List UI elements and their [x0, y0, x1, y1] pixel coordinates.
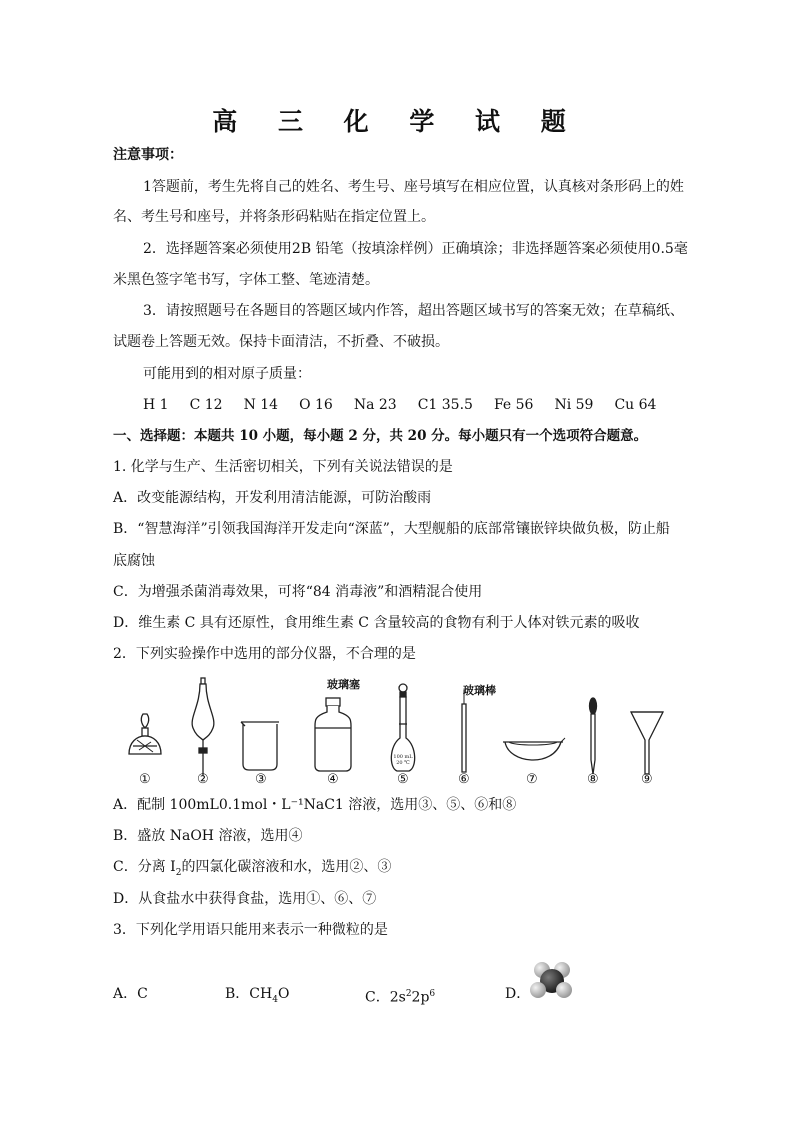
apparatus-number-5: ⑤	[397, 772, 409, 787]
question-2-stem: 2．下列实验操作中选用的部分仪器，不合理的是	[113, 646, 416, 662]
question-1-option-b-line-2: 底腐蚀	[113, 553, 155, 569]
question-2-option-c: C．分离 $I_2$的四氯化碳溶液和水，选用②、③	[113, 859, 392, 878]
notice-item-2-line-2: 米黑色签字笔书写，字体工整、笔迹清楚。	[113, 272, 379, 288]
notice-heading: 注意事项：	[113, 147, 183, 163]
label-glass-stopper: 玻璃塞	[327, 678, 360, 691]
question-2-option-d: D．从食盐水中获得食盐，选用①、⑥、⑦	[113, 891, 377, 907]
label-glass-rod: 玻璃棒	[463, 684, 496, 697]
flask-label-volume: 100 mL	[393, 754, 413, 760]
funnel-icon	[631, 712, 663, 774]
atomic-mass-label: 可能用到的相对原子质量：	[143, 366, 311, 382]
atomic-mass-item: C 12	[189, 397, 223, 413]
question-3-option-d: D．	[505, 986, 531, 1002]
atomic-mass-item: Ni 59	[554, 397, 594, 413]
apparatus-figure	[113, 676, 693, 796]
question-1-option-c: C．为增强杀菌消毒效果，可将“84 消毒液”和酒精混合使用	[113, 584, 483, 600]
notice-item-1-line-1: 1答题前，考生先将自己的姓名、考生号、座号填写在相应位置，认真核对条形码上的姓	[143, 179, 684, 195]
space-filling-model-icon	[528, 960, 576, 1002]
question-2-option-a: A．配制 100mL0.1mol・L⁻¹NaC1 溶液，选用③、⑤、⑥和⑧	[113, 797, 517, 813]
question-1-option-a: A．改变能源结构，开发利用清洁能源，可防治酸雨	[113, 490, 432, 506]
atomic-mass-item: H 1	[143, 397, 169, 413]
apparatus-number-7: ⑦	[526, 772, 538, 787]
apparatus-number-3: ③	[255, 772, 267, 787]
apparatus-number-9: ⑨	[641, 772, 653, 787]
atomic-mass-item: C1 35.5	[417, 397, 473, 413]
glass-rod-icon	[462, 690, 466, 772]
volumetric-flask-icon	[391, 684, 414, 771]
atomic-mass-list	[143, 396, 656, 414]
reagent-bottle-icon	[315, 698, 351, 771]
atomic-mass-item: N 14	[243, 397, 279, 413]
question-3-option-a: A．C	[113, 986, 148, 1002]
apparatus-number-1: ①	[139, 772, 151, 787]
atomic-mass-item: Cu 64	[614, 397, 657, 413]
notice-item-3-line-2: 试题卷上答题无效。保持卡面清洁，不折叠、不破损。	[113, 334, 449, 350]
atomic-mass-item: Na 23	[353, 397, 397, 413]
page-title: 高 三 化 学 试 题	[212, 107, 582, 136]
beaker-icon	[241, 722, 279, 770]
notice-item-2-line-1: 2．选择题答案必须使用2B 铅笔（按填涂样例）正确填涂；非选择题答案必须使用0.5毫	[143, 241, 688, 257]
evaporating-dish-icon	[503, 738, 565, 760]
atomic-mass-item: O 16	[299, 397, 333, 413]
notice-item-1-line-2: 名、考生号和座号，并将条形码粘贴在指定位置上。	[113, 209, 435, 225]
dropper-icon	[590, 698, 597, 774]
question-1-stem: 1. 化学与生产、生活密切相关，下列有关说法错误的是	[113, 459, 453, 475]
section-heading: 一、选择题：本题共 10 小题，每小题 2 分，共 20 分。每小题只有一个选项符合题意。	[113, 428, 648, 444]
question-3-option-b: B．$CH_4O$	[225, 986, 290, 1005]
apparatus-number-2: ②	[197, 772, 209, 787]
question-1-option-b-line-1: B．“智慧海洋”引领我国海洋开发走向“深蓝”，大型舰船的底部常镶嵌锌块做负极，防止船	[113, 521, 670, 537]
flask-label-temperature: 20 ℃	[396, 760, 410, 766]
alcohol-lamp-icon	[129, 714, 161, 754]
apparatus-number-4: ④	[327, 772, 339, 787]
notice-item-3-line-1: 3．请按照题号在各题目的答题区域内作答，超出答题区域书写的答案无效；在草稿纸、	[143, 303, 684, 319]
separatory-funnel-icon	[192, 678, 214, 776]
question-1-option-d: D．维生素 C 具有还原性，食用维生素 C 含量较高的食物有利于人体对铁元素的吸收	[113, 615, 640, 631]
question-2-option-b: B．盛放 NaOH 溶液，选用④	[113, 828, 303, 844]
question-3-option-c: C．$2s^22p^6$	[365, 989, 436, 1006]
apparatus-number-6: ⑥	[458, 772, 470, 787]
apparatus-number-8: ⑧	[587, 772, 599, 787]
atomic-mass-item: Fe 56	[493, 397, 534, 413]
question-3-stem: 3．下列化学用语只能用来表示一种微粒的是	[113, 922, 388, 938]
